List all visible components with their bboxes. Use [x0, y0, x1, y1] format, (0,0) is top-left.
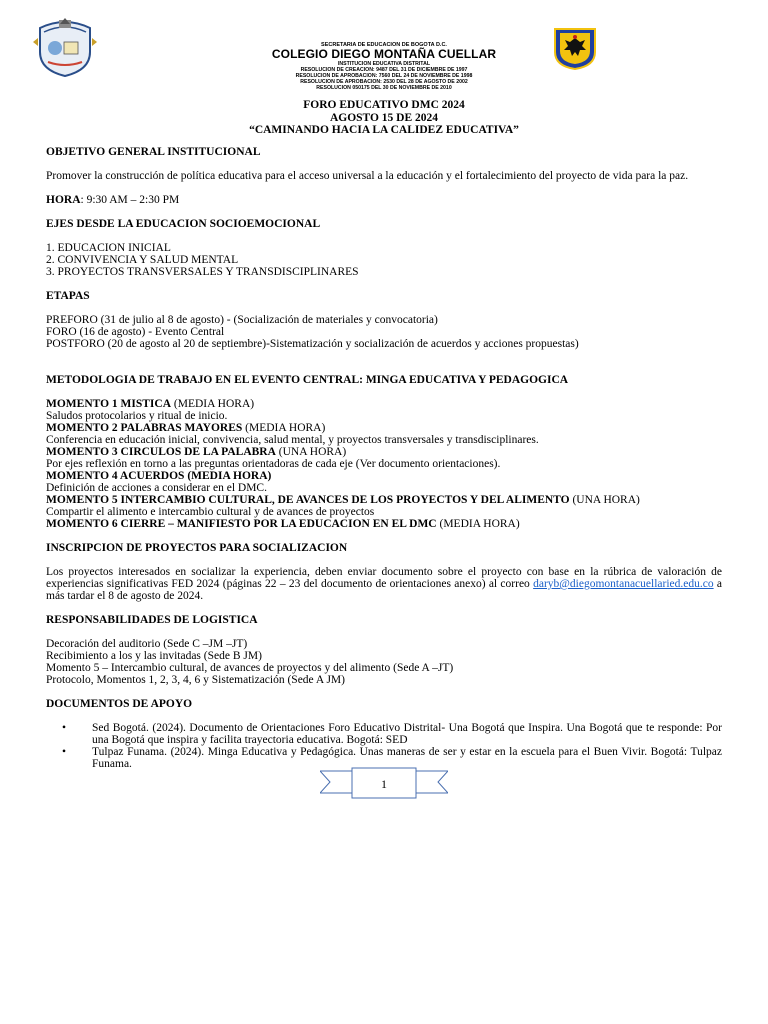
section-heading-etapas: ETAPAS: [46, 290, 90, 302]
logistica-item: Recibimiento a los y las invitadas (Sede B JM): [46, 650, 262, 662]
momento-title: [46, 422, 722, 434]
email-link[interactable]: daryb@diegomontanacuellaried.edu.co: [533, 578, 714, 590]
section-heading-metodologia: METODOLOGIA DE TRABAJO EN EL EVENTO CENTRAL: MINGA EDUCATIVA Y PEDAGOGICA: [46, 374, 569, 386]
momento-name: MOMENTO 5 INTERCAMBIO CULTURAL, DE AVANCES DE LOS PROYECTOS Y DEL ALIMENTO: [46, 494, 570, 506]
bullet-icon: •: [62, 746, 67, 758]
momento-desc: Por ejes reflexión en torno a las preguntas orientadoras de cada eje (Ver documento orientaciones).: [46, 458, 501, 470]
event-title: [0, 99, 768, 137]
logistica-item: Protocolo, Momentos 1, 2, 3, 4, 6 y Sistematización (Sede A JM): [46, 674, 345, 686]
momento-desc: Definición de acciones a considerar en el DMC.: [46, 482, 267, 494]
reference-text: Tulpaz Funama. (2024). Minga Educativa y Pedagógica. Unas maneras de ser y estar en la escuela para el Buen Vivir. Bogotá: Tulpaz Funama.: [92, 746, 722, 770]
reference-list: [46, 722, 722, 770]
momento-name: MOMENTO 1 MISTICA: [46, 398, 172, 410]
hora-value: : 9:30 AM – 2:30 PM: [80, 194, 180, 206]
eje-item: 1. EDUCACION INICIAL: [46, 242, 171, 254]
momento-title: [46, 470, 722, 482]
momento-name: MOMENTO 3 CIRCULOS DE LA PALABRA: [46, 446, 276, 458]
momento-duration: (MEDIA HORA): [171, 398, 255, 410]
event-date: AGOSTO 15 DE 2024: [329, 111, 439, 124]
momento-desc: Conferencia en educación inicial, convivencia, salud mental, y proyectos transversales y transdisciplinares.: [46, 434, 539, 446]
momento-title: [46, 446, 722, 458]
momento-duration: (UNA HORA): [275, 446, 347, 458]
momento-title: [46, 494, 722, 506]
reference-item: [46, 722, 722, 746]
school-crest-logo: [32, 18, 98, 78]
section-heading-inscripcion: INSCRIPCION DE PROYECTOS PARA SOCIALIZACION: [46, 542, 348, 554]
momento-duration: (MEDIA HORA): [242, 422, 326, 434]
page-number: 1: [381, 777, 387, 791]
momento-name: MOMENTO 4 ACUERDOS (MEDIA HORA): [46, 470, 272, 482]
eje-item: 3. PROYECTOS TRANSVERSALES Y TRANSDISCIPLINARES: [46, 266, 359, 278]
momento-name: MOMENTO 6 CIERRE – MANIFIESTO POR LA EDUCACION EN EL DMC: [46, 518, 437, 530]
bogota-shield-logo: [552, 26, 598, 70]
hora-label: HORA: [46, 194, 81, 206]
etapa-item: PREFORO (31 de julio al 8 de agosto) - (Socialización de materiales y convocatoria): [46, 314, 438, 326]
momento-duration: (UNA HORA): [569, 494, 640, 506]
resolution-line: RESOLUCION DE APROBACION: 2530 DEL 28 DE AGOSTO DE 2002: [300, 79, 468, 85]
section-heading-ejes: EJES DESDE LA EDUCACION SOCIOEMOCIONAL: [46, 218, 321, 230]
institution-line: INSTITUCION EDUCATIVA DISTRITAL: [337, 61, 431, 67]
objetivo-text: Promover la construcción de política educativa para el acceso universal a la educación y el fortalecimiento del proyecto de vida para la paz.: [46, 170, 689, 182]
event-name: FORO EDUCATIVO DMC 2024: [303, 99, 465, 111]
momento-title: [46, 398, 722, 410]
section-heading-documentos: DOCUMENTOS DE APOYO: [46, 698, 193, 710]
event-slogan: “CAMINANDO HACIA LA CALIDEZ EDUCATIVA”: [249, 124, 519, 136]
resolution-line: RESOLUCION 050175 DEL 30 DE NOVIEMBRE DE 2010: [316, 85, 452, 91]
momento-desc: Compartir el alimento e intercambio cultural y de avances de proyectos: [46, 506, 375, 518]
momento-title: [46, 518, 722, 530]
bullet-icon: •: [62, 722, 67, 734]
resolution-line: RESOLUCION DE APROBACION: 7560 DEL 24 DE NOVIEMBRE DE 1998: [295, 73, 473, 79]
inscripcion-text-before: Los proyectos interesados en socializar la experiencia, deben enviar documento sobre el proyecto con base en la rúbrica de valoración de experiencias significativas FED 2024 (páginas 22 – 23 del documento de orientaciones anexo) al correo: [46, 566, 722, 590]
etapa-item: POSTFORO (20 de agosto al 20 de septiembre)-Sistematización y socialización de acuerdos y acciones propuestas): [46, 338, 579, 350]
inscripcion-text-after: a más tardar el 8 de agosto de 2024.: [46, 578, 723, 602]
momento-desc: Saludos protocolarios y ritual de inicio.: [46, 410, 228, 422]
inscripcion-text: [46, 566, 722, 602]
reference-text: Sed Bogotá. (2024). Documento de Orientaciones Foro Educativo Distrital- Una Bogotá que Inspira. Una Bogotá que te responde: Por una Bogotá que inspira y facilita trayectoria educativa. Bogotá: SED: [92, 722, 722, 746]
school-name: COLEGIO DIEGO MONTAÑA CUELLAR: [271, 47, 497, 61]
momento-name: MOMENTO 2 PALABRAS MAYORES: [46, 422, 243, 434]
etapa-item: FORO (16 de agosto) - Evento Central: [46, 326, 225, 338]
logistica-item: Decoración del auditorio (Sede C –JM –JT): [46, 638, 248, 650]
logistica-item: Momento 5 – Intercambio cultural, de avances de proyectos y del alimento (Sede A –JT): [46, 662, 454, 674]
section-heading-objetivo: OBJETIVO GENERAL INSTITUCIONAL: [46, 146, 261, 158]
letterhead-text: [200, 42, 568, 91]
resolution-line: RESOLUCION DE CREACION: 9487 DEL 31 DE DICIEMBRE DE 1997: [300, 67, 468, 73]
momento-duration: (MEDIA HORA): [436, 518, 520, 530]
eje-item: 2. CONVIVENCIA Y SALUD MENTAL: [46, 254, 239, 266]
section-heading-logistica: RESPONSABILIDADES DE LOGISTICA: [46, 614, 258, 626]
secretaria-line: SECRETARIA DE EDUCACION DE BOGOTA D.C.: [321, 42, 447, 48]
document-body: [46, 146, 722, 770]
letterhead: [0, 18, 768, 100]
hora-line: [46, 194, 722, 206]
